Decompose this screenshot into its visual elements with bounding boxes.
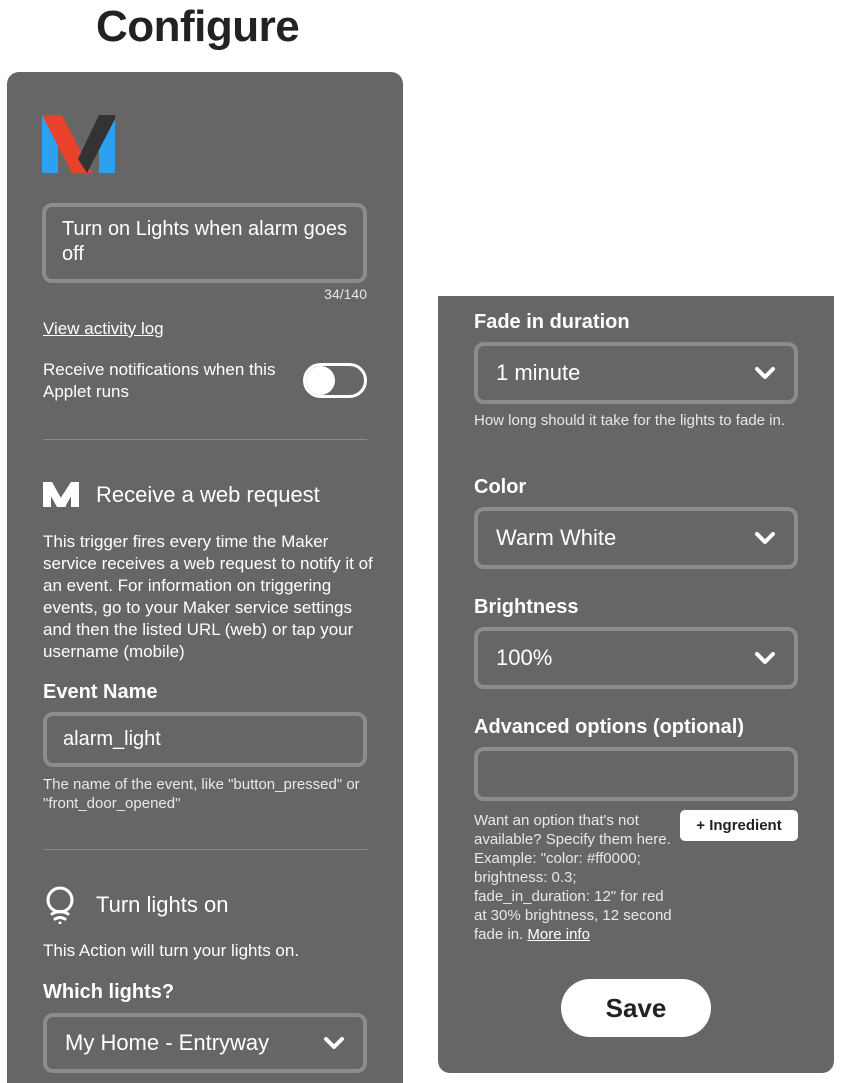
applet-title-text[interactable]: Turn on Lights when alarm goes off — [62, 218, 347, 265]
view-activity-log-link[interactable]: View activity log — [43, 319, 164, 338]
chevron-down-icon — [754, 651, 776, 665]
advanced-options-input[interactable] — [474, 747, 798, 801]
applet-settings-panel — [7, 72, 403, 1083]
color-select[interactable] — [474, 507, 798, 569]
page-title: Configure — [96, 2, 300, 51]
divider — [43, 439, 367, 440]
color-label: Color — [474, 476, 527, 498]
character-counter: 34/140 — [324, 286, 367, 302]
add-ingredient-button[interactable]: + Ingredient — [680, 810, 798, 841]
maker-logo-icon — [42, 115, 115, 173]
chevron-down-icon — [754, 366, 776, 380]
event-name-input[interactable]: alarm_light — [43, 712, 367, 767]
divider — [43, 849, 367, 850]
brightness-label: Brightness — [474, 596, 579, 618]
which-lights-label: Which lights? — [43, 981, 175, 1003]
toggle-knob — [306, 366, 335, 395]
notifications-toggle[interactable] — [303, 363, 367, 398]
which-lights-value: My Home - Entryway — [65, 1030, 270, 1055]
save-button[interactable]: Save — [561, 979, 711, 1037]
brightness-select[interactable] — [474, 627, 798, 689]
event-name-label: Event Name — [43, 681, 158, 703]
fade-duration-label: Fade in duration — [474, 311, 630, 333]
event-name-help: The name of the event, like "button_pressed" or "front_door_opened" — [43, 776, 360, 812]
trigger-title: Receive a web request — [96, 482, 320, 507]
action-title: Turn lights on — [96, 892, 229, 917]
action-settings-panel — [438, 296, 834, 1073]
fade-duration-select[interactable] — [474, 342, 798, 404]
maker-service-icon — [43, 482, 79, 507]
more-info-link[interactable]: More info — [527, 926, 590, 943]
chevron-down-icon — [754, 531, 776, 545]
fade-duration-help: How long should it take for the lights to fade in. — [474, 412, 786, 429]
advanced-options-help-text: Want an option that's not available? Specify them here. Example: "color: #ff0000; brightness: 0.3; fade_in_duration: 12" for red at 30% brightness, 12 second fade in. — [474, 812, 672, 943]
action-description: This Action will turn your lights on. — [43, 941, 300, 960]
fade-duration-value: 1 minute — [496, 360, 581, 385]
notifications-label: Receive notifications when this Applet runs — [43, 360, 276, 401]
chevron-down-icon — [323, 1036, 345, 1050]
color-value: Warm White — [496, 525, 617, 550]
advanced-options-label: Advanced options (optional) — [474, 716, 744, 738]
advanced-options-help — [474, 811, 674, 944]
applet-title-field[interactable] — [42, 203, 367, 283]
brightness-value: 100% — [496, 645, 553, 670]
trigger-description: This trigger fires every time the Maker service receives a web request to notify it of an event. For information on triggering events, go to your Maker service settings and then the listed URL (web) or tap your username (mobile) — [43, 532, 373, 661]
which-lights-select[interactable] — [43, 1013, 367, 1073]
smart-bulb-icon — [45, 886, 75, 924]
